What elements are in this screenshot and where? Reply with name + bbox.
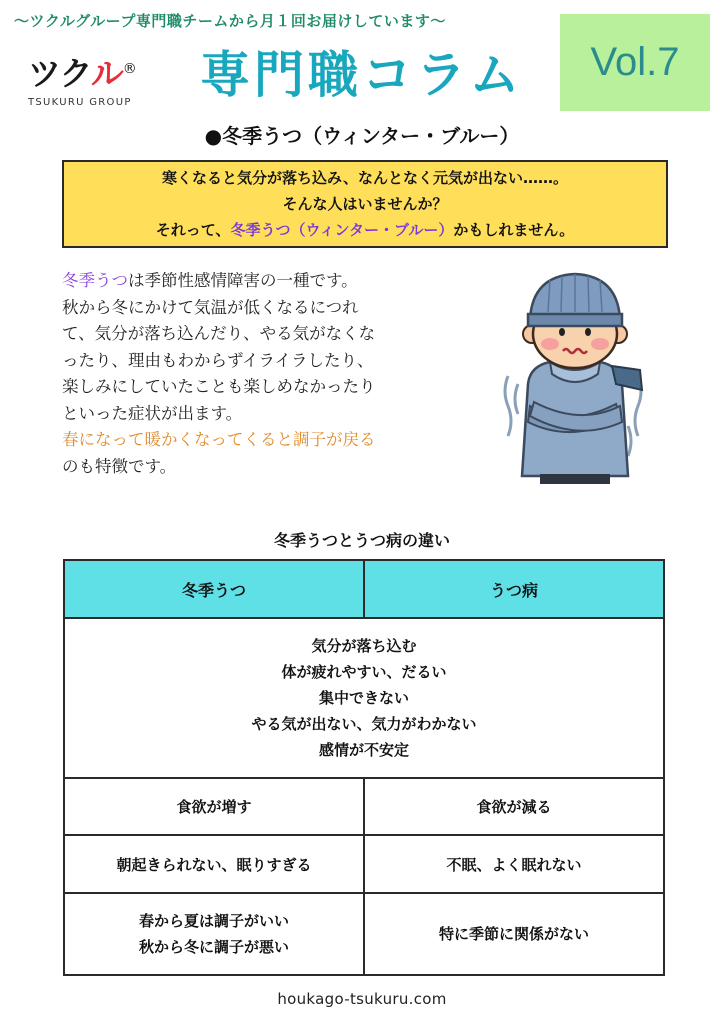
body-line-2: 秋から冬にかけて気温が低くなるにつれ bbox=[62, 297, 359, 317]
body-line-5: 楽しみにしていたことも楽しめなかったり bbox=[62, 377, 376, 396]
winter-cell-season bbox=[64, 893, 364, 975]
section-title: ●冬季うつ（ウィンター・ブルー） bbox=[204, 124, 520, 148]
boots bbox=[540, 474, 610, 484]
winter-cell-appetite: 食欲が増す bbox=[64, 778, 364, 835]
table-row bbox=[64, 835, 664, 893]
table-row bbox=[64, 778, 664, 835]
eye-right bbox=[585, 328, 591, 336]
intro-line-1: 寒くなると気分が落ち込み、なんとなく元気が出ない……。 bbox=[162, 169, 568, 187]
tsukuru-logo bbox=[28, 50, 153, 114]
common-symptom: 集中できない bbox=[318, 689, 409, 707]
logo-subtitle: TSUKURU GROUP bbox=[28, 97, 132, 108]
comparison-table bbox=[63, 559, 665, 976]
common-symptom: 体が疲れやすい、だるい bbox=[281, 663, 447, 681]
shiver-line-left-1 bbox=[505, 376, 511, 436]
body-line-1 bbox=[62, 268, 482, 295]
shiver-line-right-2 bbox=[628, 426, 631, 456]
cheek-right bbox=[591, 338, 609, 350]
header-tagline: 〜ツクルグループ専門職チームから月１回お届けしています〜 bbox=[14, 12, 446, 30]
winter-cell-sleep: 朝起きられない、眠りすぎる bbox=[64, 835, 364, 893]
volume-label: Vol.7 bbox=[590, 40, 680, 84]
body-line-6: といった症状が出ます。 bbox=[62, 403, 243, 423]
header-depression: うつ病 bbox=[364, 560, 664, 618]
common-symptom: 感情が不安定 bbox=[318, 741, 409, 759]
body-line-8: のも特徴です。 bbox=[62, 456, 177, 476]
eye-left bbox=[559, 328, 565, 336]
body-line-1-rest: は季節性感情障害の一種です。 bbox=[128, 271, 358, 290]
logo-mark bbox=[28, 50, 153, 93]
body-line-3: て、気分が落ち込んだり、やる気がなくな bbox=[62, 324, 376, 343]
body-line-7-emphasis: 春になって暖かくなってくると調子が戻る bbox=[62, 430, 376, 449]
table-row-common bbox=[64, 618, 664, 778]
logo-mark-black: ツク bbox=[28, 54, 91, 93]
logo-mark-red: ル bbox=[90, 54, 123, 93]
depression-cell-season: 特に季節に関係がない bbox=[364, 893, 664, 975]
depression-cell-sleep: 不眠、よく眠れない bbox=[364, 835, 664, 893]
common-symptoms-cell bbox=[64, 618, 664, 778]
table-row bbox=[64, 893, 664, 975]
common-symptom: 気分が落ち込む bbox=[311, 637, 417, 655]
body-term-emphasis: 冬季うつ bbox=[62, 271, 128, 290]
intro-line-3 bbox=[156, 217, 575, 243]
cheek-left bbox=[541, 338, 559, 350]
intro-line-3-suffix: かもしれません。 bbox=[453, 221, 575, 239]
cap-band bbox=[528, 314, 622, 326]
intro-highlight-box bbox=[62, 160, 668, 248]
cold-person-illustration bbox=[500, 266, 650, 488]
intro-line-3-prefix: それって、 bbox=[155, 221, 231, 239]
table-header-row bbox=[64, 560, 664, 618]
winter-season-line-2: 秋から冬に調子が悪い bbox=[138, 938, 289, 956]
intro-line-2: そんな人はいませんか？ bbox=[282, 195, 448, 213]
body-line-4: ったり、理由もわからずイライラしたり、 bbox=[62, 350, 374, 370]
logo-registered: ® bbox=[122, 61, 136, 77]
winter-season-line-1: 春から夏は調子がいい bbox=[138, 912, 289, 930]
cold-person-svg bbox=[500, 266, 650, 488]
header-winter-depression: 冬季うつ bbox=[64, 560, 364, 618]
common-symptom: やる気が出ない、気力がわかない bbox=[251, 715, 477, 733]
footer-url: houkago-tsukuru.com bbox=[277, 990, 447, 1008]
volume-badge bbox=[560, 14, 710, 111]
body-paragraph bbox=[62, 268, 482, 480]
page-title: 専門職コラム bbox=[200, 46, 524, 104]
table-title: 冬季うつとうつ病の違い bbox=[273, 531, 450, 550]
intro-line-3-emphasis: 冬季うつ（ウィンター・ブルー） bbox=[230, 221, 454, 239]
shiver-line-left-2 bbox=[515, 384, 518, 414]
depression-cell-appetite: 食欲が減る bbox=[364, 778, 664, 835]
